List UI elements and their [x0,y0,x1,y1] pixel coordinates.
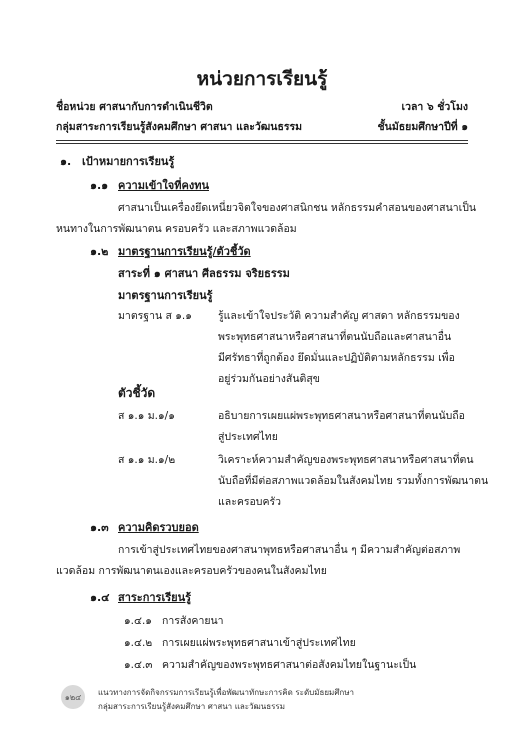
section-1-2-heading: มาตรฐานการเรียนรู้/ตัวชี้วัด [118,245,251,258]
standards-heading: มาตรฐานการเรียนรู้ [118,289,213,302]
section-1-3-text-1: การเข้าสู่ประเทศไทยของศาสนาพุทธหรือศาสนาอื่น ๆ มีความสำคัญต่อสภาพ [118,544,461,556]
grade-level: ชั้นมัธยมศึกษาปีที่ ๑ [377,121,468,133]
indicator-2-line-2: นับถือที่มีต่อสภาพแวดล้อมในสังคมไทย รวมทั้งการพัฒนาตน [218,475,489,487]
indicator-1-line-2: สู่ประเทศไทย [218,431,278,443]
footer-line-2: กลุ่มสาระการเรียนรู้สังคมศึกษา ศาสนา และวัฒนธรรม [98,702,285,711]
page-number: ๑๒๔ [64,692,82,702]
subject-group: กลุ่มสาระการเรียนรู้สังคมศึกษา ศาสนา และวัฒนธรรม [56,121,303,133]
section-1-1-heading: ความเข้าใจที่คงทน [118,179,209,192]
section-1-2-number: ๑.๒ [90,245,109,258]
indicator-2-line-3: และครอบครัว [218,496,282,508]
standard-code: มาตรฐาน ส ๑.๑ [118,310,192,322]
section-1-3-text-2: แวดล้อม การพัฒนาตนเองและครอบครัวของคนในสังคมไทย [56,565,327,577]
section-1-3-number: ๑.๓ [90,521,109,534]
section-1-4-heading: สาระการเรียนรู้ [118,591,191,604]
unit-time: เวลา ๖ ชั่วโมง [401,101,468,113]
section-1-4-number: ๑.๔ [90,591,110,604]
content-item-3-number: ๑.๔.๓ [124,659,153,671]
indicator-2-line-1: วิเคราะห์ความสำคัญของพระพุทธศาสนาหรือศาสนาที่ตน [218,454,474,466]
standard-line-2: พระพุทธศาสนาหรือศาสนาที่ตนนับถือและศาสนาอื่น [218,331,452,343]
header-rule-bottom [56,143,468,144]
header-rule-top [56,140,468,141]
page-number-badge [61,685,85,709]
section-1-heading: เป้าหมายการเรียนรู้ [82,155,175,168]
section-1-number: ๑. [60,155,72,168]
section-1-1-number: ๑.๑ [90,179,109,192]
content-item-2-text: การเผยแผ่พระพุทธศาสนาเข้าสู่ประเทศไทย [162,637,356,649]
content-item-1-text: การสังคายนา [162,615,224,627]
content-item-1-number: ๑.๔.๑ [124,615,152,627]
indicator-2-code: ส ๑.๑ ม.๑/๒ [118,454,176,466]
standard-line-3: มีศรัทธาที่ถูกต้อง ยึดมั่นและปฏิบัติตามหลักธรรม เพื่อ [218,352,455,364]
section-1-1-text-2: หนทางในการพัฒนาตน ครอบครัว และสภาพแวดล้อม [56,223,297,235]
section-1-1-text-1: ศาสนาเป็นเครื่องยึดเหนี่ยวจิตใจของศาสนิกชน หลักธรรมคำสอนของศาสนาเป็น [118,202,477,214]
indicator-1-line-1: อธิบายการเผยแผ่พระพุทธศาสนาหรือศาสนาที่ตนนับถือ [218,410,465,422]
footer-line-1: แนวทางการจัดกิจกรรมการเรียนรู้เพื่อพัฒนาทักษะการคิด ระดับมัธยมศึกษา [98,688,355,697]
standard-line-4: อยู่ร่วมกันอย่างสันติสุข [218,373,320,385]
content-item-2-number: ๑.๔.๒ [124,637,153,649]
indicators-heading: ตัวชี้วัด [118,386,156,400]
page-title: หน่วยการเรียนรู้ [196,68,328,90]
indicator-1-code: ส ๑.๑ ม.๑/๑ [118,410,175,422]
standard-line-1: รู้และเข้าใจประวัติ ความสำคัญ ศาสดา หลักธรรมของ [218,310,460,322]
content-item-3-text: ความสำคัญของพระพุทธศาสนาต่อสังคมไทยในฐานะเป็น [162,659,417,671]
strand-label: สาระที่ ๑ ศาสนา ศีลธรรม จริยธรรม [118,267,290,280]
section-1-3-heading: ความคิดรวบยอด [118,521,199,534]
unit-name: ชื่อหน่วย ศาสนากับการดำเนินชีวิต [56,101,213,113]
